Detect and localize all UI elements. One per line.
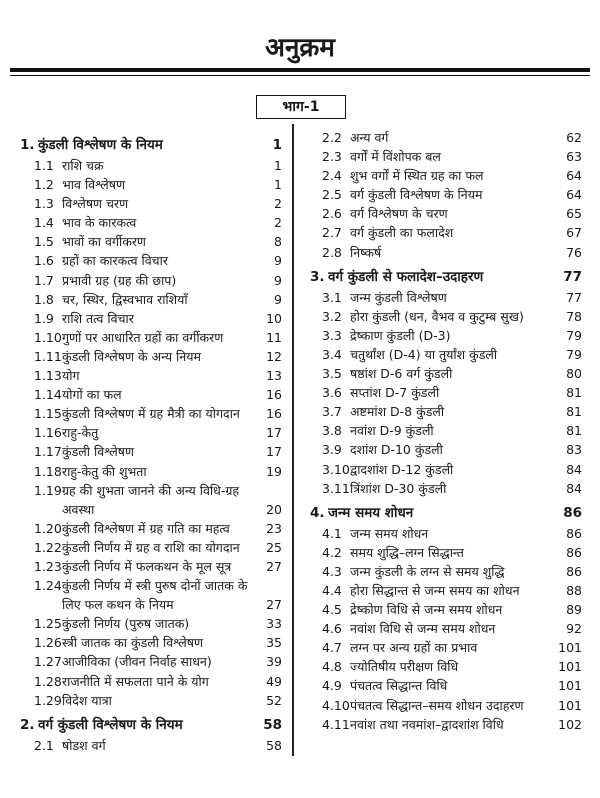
entry-number: 2.3 (322, 149, 342, 165)
entry-title: अवस्था (62, 501, 95, 517)
entry-number: 4.6 (322, 621, 342, 637)
entry-page: 2 (274, 196, 282, 212)
entry-title: द्रेष्कोण विधि से जन्म समय शोधन (350, 602, 503, 618)
toc-entry (310, 402, 582, 421)
toc-entry (310, 543, 582, 562)
entry-number: 4.8 (322, 659, 342, 675)
entry-title: कुंडली विश्लेषण में ग्रह गति का महत्व (62, 520, 230, 536)
entry-title: त्रिंशांश D-30 कुंडली (350, 480, 447, 496)
entry-number: 3.5 (322, 366, 342, 382)
entry-title: योग (62, 368, 80, 384)
entry-title: होरा सिद्धान्त से जन्म समय का शोधन (350, 582, 520, 598)
entry-number: 1.9 (34, 310, 54, 326)
entry-number: 3. (310, 268, 325, 285)
entry-number: 2.5 (322, 187, 342, 203)
toc-entry (20, 404, 282, 423)
entry-title: जन्म कुंडली के लग्न से समय शुद्धि (350, 563, 505, 579)
entry-page: 62 (566, 130, 582, 145)
entry-page: 92 (566, 621, 582, 637)
entry-title: प्रभावी ग्रह (ग्रह की छाप) (62, 272, 177, 288)
entry-page: 16 (266, 387, 282, 403)
entry-page: 11 (266, 329, 282, 345)
entry-number: 3.8 (322, 423, 342, 439)
toc-entry (310, 345, 582, 364)
entry-title: शुभ वर्गों में स्थित ग्रह का फल (350, 168, 484, 184)
toc-entry (20, 194, 282, 213)
entry-title: द्रेष्काण कुंडली (D-3) (350, 327, 451, 343)
toc-entry (20, 519, 282, 538)
entry-number: 2.2 (322, 130, 342, 145)
entry-page: 101 (558, 678, 582, 694)
entry-title: वर्ग कुंडली का फलादेश (350, 225, 454, 241)
entry-title: वर्गों में विंशोपक बल (350, 149, 441, 165)
entry-page: 52 (266, 692, 282, 708)
toc-entry (310, 185, 582, 204)
entry-page: 101 (558, 640, 582, 656)
entry-title: कुंडली निर्णय (पुरुष जातक) (62, 616, 190, 632)
entry-number: 4.1 (322, 525, 342, 541)
toc-entry (310, 243, 582, 262)
entry-page: 64 (566, 187, 582, 203)
entry-number: 1.1 (34, 158, 54, 173)
entry-number: 1.24 (34, 578, 62, 594)
entry-page: 86 (563, 504, 582, 521)
entry-page: 49 (266, 673, 282, 689)
entry-number: 3.10 (322, 461, 350, 477)
toc-section-heading (310, 502, 582, 524)
entry-page: 101 (558, 697, 582, 713)
entry-page: 86 (566, 544, 582, 560)
entry-page: 25 (266, 539, 282, 555)
entry-title: ज्योतिषीय परीक्षण विधि (350, 659, 459, 675)
toc-entry (310, 657, 582, 676)
toc-entry (310, 524, 582, 543)
entry-title: भाव विश्लेषण (62, 177, 126, 193)
entry-page: 58 (266, 737, 282, 753)
entry-title: कुंडली विश्लेषण के नियम (38, 137, 163, 153)
toc-entry (20, 672, 282, 691)
entry-number: 4.4 (322, 582, 342, 598)
entry-title: वर्ग कुंडली विश्लेषण के नियम (350, 187, 483, 203)
toc-entry (20, 652, 282, 671)
entry-title: कुंडली निर्णय में ग्रह व राशि का योगदान (62, 539, 240, 555)
entry-title: होरा कुंडली (धन, वैभव व कुटुम्ब सुख) (350, 308, 524, 324)
toc-right-column (310, 128, 582, 734)
entry-number: 4.10 (322, 697, 350, 713)
toc-entry (310, 326, 582, 345)
entry-page: 63 (566, 149, 582, 165)
entry-number: 1.7 (34, 272, 54, 288)
entry-number: 1.18 (34, 463, 62, 479)
toc-entry (310, 223, 582, 242)
entry-page: 27 (266, 558, 282, 574)
entry-number: 3.4 (322, 346, 342, 362)
entry-title: लिए फल कथन के नियम (62, 597, 174, 613)
entry-title: कुंडली निर्णय में स्त्री पुरुष दोनों जातक के (62, 578, 248, 594)
entry-title: राहु-केतु (62, 425, 99, 441)
entry-number: 2. (20, 716, 35, 733)
entry-page: 19 (266, 463, 282, 479)
entry-title: द्वादशांश D-12 कुंडली (350, 461, 454, 477)
entry-page: 58 (263, 716, 282, 733)
entry-title: लग्न पर अन्य ग्रहों का प्रभाव (350, 640, 478, 656)
entry-number: 2.7 (322, 225, 342, 241)
entry-number: 1.11 (34, 348, 62, 364)
toc-entry (20, 232, 282, 251)
toc-entry (310, 364, 582, 383)
entry-number: 1.10 (34, 329, 62, 345)
entry-number: 1.2 (34, 177, 54, 193)
entry-number: 2.8 (322, 244, 342, 260)
entry-page: 33 (266, 616, 282, 632)
entry-title: आजीविका (जीवन निर्वाह साधन) (62, 654, 212, 670)
toc-entry (20, 251, 282, 270)
entry-title: जन्म कुंडली विश्लेषण (350, 289, 447, 305)
entry-page: 80 (566, 366, 582, 382)
entry-number: 4.9 (322, 678, 342, 694)
entry-title: भाव के कारकत्व (62, 215, 137, 231)
entry-number: 4. (310, 504, 325, 521)
entry-page: 1 (274, 177, 282, 193)
entry-title: जन्म समय शोधन (328, 504, 414, 521)
entry-page: 78 (566, 308, 582, 324)
entry-title: जन्म समय शोधन (350, 525, 429, 541)
toc-entry (20, 271, 282, 290)
entry-page: 39 (266, 654, 282, 670)
part-label: भाग-1 (256, 95, 346, 119)
entry-page: 79 (566, 346, 582, 362)
entry-title: राशि तत्व विचार (62, 310, 134, 326)
entry-title: वर्ग कुंडली से फलादेश–उदाहरण (328, 268, 484, 285)
toc-entry (20, 691, 282, 710)
entry-title: षष्ठांश D-6 वर्ग कुंडली (350, 366, 453, 382)
toc-entry (310, 128, 582, 147)
entry-page: 27 (266, 597, 282, 613)
entry-title: नवांश तथा नवमांश–द्वादशांश विधि (350, 716, 504, 732)
toc-entry (20, 290, 282, 309)
entry-page: 64 (566, 168, 582, 184)
toc-entry (310, 440, 582, 459)
toc-entry (20, 213, 282, 232)
entry-page: 84 (566, 461, 582, 477)
entry-page: 88 (566, 582, 582, 598)
entry-page: 9 (274, 253, 282, 269)
toc-entry (310, 166, 582, 185)
entry-number: 1.16 (34, 425, 62, 441)
toc-entry (20, 462, 282, 481)
entry-number: 1.22 (34, 539, 62, 555)
toc-section-heading (20, 134, 282, 156)
toc-entry (310, 383, 582, 402)
entry-number: 1. (20, 137, 35, 153)
toc-left-column (20, 130, 282, 755)
entry-page: 23 (266, 520, 282, 536)
toc-entry (20, 538, 282, 557)
entry-page: 12 (266, 348, 282, 364)
entry-title: गुणों पर आधारित ग्रहों का वर्गीकरण (62, 329, 224, 345)
entry-page: 83 (566, 442, 582, 458)
entry-number: 3.11 (322, 480, 350, 496)
entry-title: नवांश D-9 कुंडली (350, 423, 434, 439)
entry-title: राशि चक्र (62, 158, 104, 173)
page-title: अनुक्रम (265, 33, 335, 63)
entry-title: कुंडली विश्लेषण में ग्रह मैत्री का योगदान (62, 406, 240, 422)
entry-page: 86 (566, 563, 582, 579)
entry-number: 4.11 (322, 716, 350, 732)
entry-number: 4.7 (322, 640, 342, 656)
toc-entry (20, 614, 282, 633)
entry-number: 1.4 (34, 215, 54, 231)
entry-page: 1 (274, 158, 282, 173)
entry-page: 16 (266, 406, 282, 422)
entry-number: 1.19 (34, 482, 62, 498)
toc-entry (20, 347, 282, 366)
entry-number: 3.7 (322, 404, 342, 420)
entry-page: 20 (266, 501, 282, 517)
entry-title: विदेश यात्रा (62, 692, 112, 708)
toc-entry (20, 481, 282, 500)
entry-number: 1.13 (34, 368, 62, 384)
toc-entry (20, 557, 282, 576)
entry-page: 77 (563, 268, 582, 285)
entry-title: नवांश विधि से जन्म समय शोधन (350, 621, 496, 637)
toc-entry (310, 307, 582, 326)
toc-entry (20, 175, 282, 194)
entry-number: 1.20 (34, 520, 62, 536)
toc-entry (20, 156, 282, 175)
entry-title: पंचतत्व सिद्धान्त–समय शोधन उदाहरण (350, 697, 524, 713)
entry-page: 102 (558, 716, 582, 732)
toc-entry (20, 442, 282, 461)
entry-page: 67 (566, 225, 582, 241)
toc-entry (20, 423, 282, 442)
entry-page: 81 (566, 404, 582, 420)
toc-entry (20, 366, 282, 385)
entry-page: 9 (274, 291, 282, 307)
toc-entry (20, 328, 282, 347)
toc-entry (310, 479, 582, 498)
toc-entry (310, 638, 582, 657)
entry-page: 89 (566, 602, 582, 618)
entry-number: 1.17 (34, 444, 62, 460)
entry-number: 3.9 (322, 442, 342, 458)
entry-page: 10 (266, 310, 282, 326)
entry-title: चतुर्थांश (D-4) या तुर्यांश कुंडली (350, 346, 498, 362)
toc-entry (310, 460, 582, 479)
toc-entry-continuation (20, 500, 282, 519)
entry-number: 1.6 (34, 253, 54, 269)
toc-entry (310, 619, 582, 638)
entry-title: षोडश वर्ग (62, 737, 106, 753)
entry-title: ग्रह की शुभता जानने की अन्य विधि-ग्रह (62, 482, 240, 498)
toc-section-heading (310, 266, 582, 288)
entry-number: 1.8 (34, 291, 54, 307)
entry-title: सप्तांश D-7 कुंडली (350, 385, 440, 401)
toc-entry (310, 600, 582, 619)
toc-entry (20, 736, 282, 755)
toc-entry (20, 576, 282, 595)
entry-title: निष्कर्ष (350, 244, 382, 260)
entry-number: 4.3 (322, 563, 342, 579)
entry-number: 3.2 (322, 308, 342, 324)
entry-page: 13 (266, 368, 282, 384)
entry-number: 1.25 (34, 616, 62, 632)
entry-page: 1 (272, 137, 282, 153)
entry-page (248, 481, 282, 500)
title-rule-thin (10, 75, 590, 76)
entry-title: समय शुद्धि–लग्न सिद्धान्त (350, 544, 464, 560)
entry-number: 3.3 (322, 327, 342, 343)
entry-number: 1.15 (34, 406, 62, 422)
entry-number: 1.29 (34, 692, 62, 708)
entry-page: 79 (566, 327, 582, 343)
entry-page: 9 (274, 272, 282, 288)
entry-title: कुंडली विश्लेषण के अन्य नियम (62, 348, 201, 364)
entry-page: 86 (566, 525, 582, 541)
entry-number: 2.1 (34, 737, 54, 753)
toc-entry (20, 385, 282, 404)
entry-number: 2.6 (322, 206, 342, 222)
entry-number: 2.4 (322, 168, 342, 184)
entry-number: 1.28 (34, 673, 62, 689)
toc-entry (310, 696, 582, 715)
toc-entry (20, 309, 282, 328)
entry-number: 1.5 (34, 234, 54, 250)
entry-title: राहु-केतु की शुभता (62, 463, 147, 479)
entry-page: 17 (266, 425, 282, 441)
toc-entry (310, 562, 582, 581)
entry-title: वर्ग विश्लेषण के चरण (350, 206, 448, 222)
entry-page: 35 (266, 635, 282, 651)
toc-entry (310, 421, 582, 440)
toc-section-heading (20, 714, 282, 736)
entry-title: राजनीति में सफलता पाने के योग (62, 673, 209, 689)
entry-number: 1.27 (34, 654, 62, 670)
entry-title: पंचतत्व सिद्धान्त विधि (350, 678, 448, 694)
entry-title: अन्य वर्ग (350, 130, 389, 145)
toc-entry-continuation (20, 595, 282, 614)
entry-title: चर, स्थिर, द्विस्वभाव राशियाँ (62, 291, 188, 307)
entry-number: 1.14 (34, 387, 62, 403)
toc-entry (310, 715, 582, 734)
entry-number: 4.5 (322, 602, 342, 618)
toc-entry (310, 147, 582, 166)
entry-number: 1.23 (34, 558, 62, 574)
entry-title: भावों का वर्गीकरण (62, 234, 146, 250)
entry-page: 76 (566, 244, 582, 260)
entry-page (248, 576, 282, 595)
column-divider (292, 124, 294, 756)
entry-title: कुंडली निर्णय में फलकथन के मूल सूत्र (62, 558, 232, 574)
entry-title: विश्लेषण चरण (62, 196, 129, 212)
entry-page: 81 (566, 385, 582, 401)
entry-page: 65 (566, 206, 582, 222)
toc-entry (310, 204, 582, 223)
entry-number: 3.6 (322, 385, 342, 401)
entry-page: 17 (266, 444, 282, 460)
entry-number: 1.3 (34, 196, 54, 212)
entry-number: 1.26 (34, 635, 62, 651)
entry-page: 2 (274, 215, 282, 231)
entry-page: 77 (566, 289, 582, 305)
entry-page: 101 (558, 659, 582, 675)
toc-entry (310, 288, 582, 307)
entry-title: योगों का फल (62, 387, 122, 403)
entry-title: कुंडली विश्लेषण (62, 444, 135, 460)
entry-number: 4.2 (322, 544, 342, 560)
entry-page: 81 (566, 423, 582, 439)
entry-title: स्त्री जातक का कुंडली विश्लेषण (62, 635, 204, 651)
entry-title: ग्रहों का कारकत्व विचार (62, 253, 168, 269)
title-rule-thick (10, 68, 590, 72)
toc-entry (20, 633, 282, 652)
entry-page: 84 (566, 480, 582, 496)
entry-page: 8 (274, 234, 282, 250)
entry-title: दशांश D-10 कुंडली (350, 442, 443, 458)
entry-title: अष्टमांश D-8 कुंडली (350, 404, 445, 420)
toc-entry (310, 581, 582, 600)
entry-title: वर्ग कुंडली विश्लेषण के नियम (38, 716, 183, 733)
toc-entry (310, 676, 582, 695)
entry-number: 3.1 (322, 289, 342, 305)
